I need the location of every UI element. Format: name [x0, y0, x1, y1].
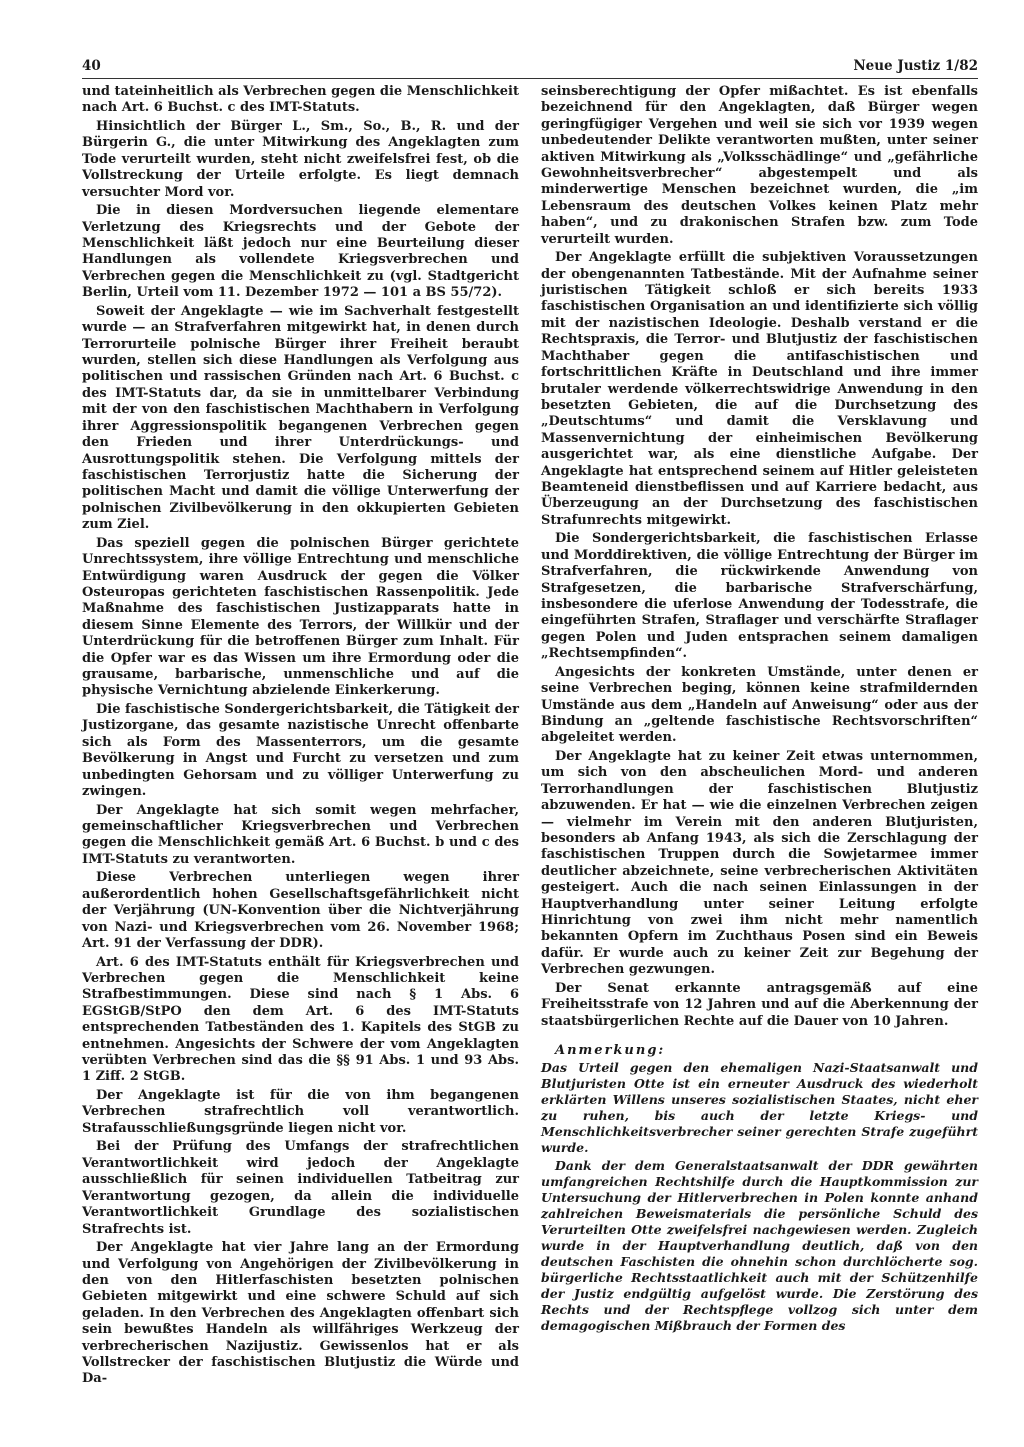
paragraph: seinsberechtigung der Opfer mißachtet. Es ist ebenfalls bezeichnend für den Angeklagten, daß Bürger wegen geringfügiger Vergehen und weil sie sich vor 1939 wegen unbedeutender Delikte verantworten mußten, unter seiner aktiven Mitwirkung als „Volksschädlinge“ und „gefährliche Gewohnheitsverbrecher“ abgestempelt und als minderwertige Menschen bezeichnet wurden, die „im Lebensraum des deutschen Volkes keinen Platz mehr haben“, und zu drakonischen Strafen bzw. zum Tode verurteilt wurden. — [541, 84, 978, 247]
paragraph: Der Senat erkannte antragsgemäß auf eine Freiheitsstrafe von 12 Jahren und auf die Aberkennung der staatsbürgerlichen Rechte auf die Dauer von 10 Jahren. — [541, 980, 978, 1029]
paragraph: Die Sondergerichtsbarkeit, die faschistischen Erlasse und Morddirektiven, die völlige Entrechtung der Bürger im Strafverfahren, die rückwirkende Anwendung von Strafgesetzen, die barbarische Strafverschärfung, insbesondere die uferlose Anwendung der Todesstrafe, die eingeführten Strafen, Straflager und verschärfte Straflager gegen Polen und Juden entsprachen seinem damaligen „Rechtsempfinden“. — [541, 531, 978, 662]
paragraph: Art. 6 des IMT-Statuts enthält für Kriegsverbrechen und Verbrechen gegen die Menschlichkeit keine Strafbestimmungen. Diese sind nach § 1 Abs. 6 EGStGB/StPO den dem Art. 6 des IMT-Statuts entsprechenden Tatbeständen des 1. Kapitels des StGB zu entnehmen. Angesichts der Schwere der vom Angeklagten verübten Verbrechen sind das die §§ 91 Abs. 1 und 93 Abs. 1 Ziff. 2 StGB. — [82, 954, 519, 1085]
paragraph: Soweit der Angeklagte — wie im Sachverhalt festgestellt wurde — an Strafverfahren mitgewirkt hat, in denen durch Terrorurteile polnische Bürger ihrer Freiheit beraubt wurden, stellen sich diese Handlungen als Verfolgung aus politischen und rassischen Gründen nach Art. 6 Buchst. c des IMT-Statuts dar, da sie in unmittelbarer Verbindung mit der von den faschistischen Machthabern in Verfolgung ihrer Aggressionspolitik begangenen Verbrechen gegen den Frieden und ihrer Unterdrückungs- und Ausrottungspolitik stehen. Die Verfolgung mittels der faschistischen Terrorjustiz hatte die Sicherung der politischen Macht und damit die völlige Unterwerfung der polnischen Zivilbevölkerung in den okkupierten Gebieten zum Ziel. — [82, 303, 519, 533]
paragraph: Hinsichtlich der Bürger L., Sm., So., B., R. und der Bürgerin G., die unter Mitwirkung des Angeklagten zum Tode verurteilt wurden, steht nicht zweifelsfrei fest, ob die Vollstreckung der Urteile erfolgte. Es liegt demnach versuchter Mord vor. — [82, 119, 519, 200]
annotation-heading: Anmerkung: — [555, 1043, 666, 1059]
paragraph: Die faschistische Sondergerichtsbarkeit, die Tätigkeit der Justizorgane, das gesamte nazistische Unrecht offenbarte sich als Form des Massenterrors, um die gesamte Bevölkerung in Angst und Furcht zu versetzen und zum unbedingten Gehorsam und zu völliger Unterwerfung zu zwingen. — [82, 701, 519, 799]
annotation-paragraph: Das Urteil gegen den ehemaligen Nazi-Staatsanwalt und Blutjuristen Otte ist ein erneuter Ausdruck des wiederholt erklärten Willens unseres sozialistischen Staates, nicht eher zu ruhen, bis auch der letzte Kriegs- und Menschlichkeitsverbrecher seiner gerechten Strafe zugeführt wurde. — [541, 1059, 978, 1155]
paragraph: Das speziell gegen die polnischen Bürger gerichtete Unrechtssystem, ihre völlige Entrechtung und menschliche Entwürdigung waren Ausdruck der gegen die Völker Osteuropas gerichteten faschistischen Rassenpolitik. Jede Maßnahme des faschistischen Justizapparats hatte in diesem Sinne Elemente des Terrors, der Willkür und der Unterdrückung für die betroffenen Bürger zum Inhalt. Für die Opfer war es das Wissen um ihre Ermordung oder die grausame, barbarische, unmenschliche und auf die physische Vernichtung abzielende Einkerkerung. — [82, 535, 519, 699]
paragraph: Der Angeklagte hat vier Jahre lang an der Ermordung und Verfolgung von Angehörigen der Zivilbevölkerung in den von den Hitlerfaschisten besetzten polnischen Gebieten mitgewirkt und eine schwere Schuld auf sich geladen. In den Verbrechen des Angeklagten offenbart sich sein bewußtes Handeln als willfähriges Werkzeug der verbrecherischen Nazijustiz. Gewissenlos hat er als Vollstrecker der faschistischen Blutjustiz die Würde und Da- — [82, 1240, 519, 1387]
left-column — [82, 84, 519, 1390]
paragraph: und tateinheitlich als Verbrechen gegen die Menschlichkeit nach Art. 6 Buchst. c des IMT-Statuts. — [82, 84, 519, 116]
page-header — [82, 58, 978, 78]
paragraph: Der Angeklagte ist für die von ihm begangenen Verbrechen strafrechtlich voll verantwortlich. Strafausschließungsgründe liegen nicht vor. — [82, 1088, 519, 1136]
paragraph: Der Angeklagte hat zu keiner Zeit etwas unternommen, um sich von den abscheulichen Mord- und anderen Terrorhandlungen der faschistischen Blutjustiz abzuwenden. Er hat — wie die einzelnen Verbrechen zeigen — vielmehr im Verein mit den anderen Blutjuristen, besonders ab Anfang 1943, als sich die Zerschlagung der faschistischen Truppen durch die Sowjetarmee immer deutlicher abzeichnete, seine verbrecherischen Aktivitäten gesteigert. Auch die nach seinen Einlassungen in der Hauptverhandlung unter seiner Leitung erfolgte Hinrichtung von zwei ihm nicht mehr namentlich bekannten Opfern im Zuchthaus Posen sind ein Beweis dafür. Er wurde auch zu keiner Zeit zur Begehung der Verbrechen gezwungen. — [541, 749, 978, 978]
paragraph: Diese Verbrechen unterliegen wegen ihrer außerordentlich hohen Gesellschaftsgefährlichkeit nicht der Verjährung (UN-Konvention über die Nichtverjährung von Nazi- und Kriegsverbrechen vom 26. November 1968; Art. 91 der Verfassung der DDR). — [82, 870, 519, 952]
paragraph: Angesichts der konkreten Umstände, unter denen er seine Verbrechen beging, können keine strafmildernden Umstände aus dem „Handeln auf Anweisung“ oder aus der Bindung an „geltende faschistische Rechtsvorschriften“ abgeleitet werden. — [541, 664, 978, 746]
paragraph: Bei der Prüfung des Umfangs der strafrechtlichen Verantwortlichkeit wird jedoch der Angeklagte ausschließlich für seinen individuellen Tatbeitrag zur Verantwortung gezogen, da allein die individuelle Verantwortlichkeit Grundlage des sozialistischen Strafrechts ist. — [82, 1139, 519, 1237]
paragraph: Der Angeklagte hat sich somit wegen mehrfacher, gemeinschaftlicher Kriegsverbrechen und Verbrechen gegen die Menschlichkeit gemäß Art. 6 Buchst. b und c des IMT-Statuts zu verantworten. — [82, 802, 519, 867]
page-number: 40 — [82, 58, 101, 74]
header-rule — [82, 78, 978, 79]
annotation-paragraph: Dank der dem Generalstaatsanwalt der DDR gewährten umfangreichen Rechtshilfe durch die Hauptkommission zur Untersuchung der Hitlerverbrechen in Polen konnte anhand zahlreichen Beweismaterials die persönliche Schuld des Verurteilten Otte zweifelsfrei nachgewiesen werden. Zugleich wurde in der Hauptverhandlung deutlich, daß von den deutschen Faschisten die ohnehin schon durchlöcherte sog. bürgerliche Rechtsstaatlichkeit auch mit der Schützenhilfe der Justiz endgültig aufgelöst wurde. Die Zerstörung des Rechts und der Rechtspflege vollzog sich unter dem demagogischen Mißbrauch der Formen des — [541, 1157, 978, 1333]
paragraph: Der Angeklagte erfüllt die subjektiven Voraussetzungen der obengenannten Tatbestände. Mit der Aufnahme seiner juristischen Tätigkeit schloß er sich bereits 1933 faschistischen Organisation an und identifizierte sich völlig mit der nazistischen Ideologie. Deshalb verstand er die Rechtspraxis, die Terror- und Blutjustiz der faschistischen Machthaber gegen die antifaschistischen und fortschrittlichen Kräfte in Deutschland und ihre immer brutaler werdende völkerrechtswidrige Anwendung in den besetzten Gebieten, die auf die Durchsetzung des „Deutschtums“ und damit die Versklavung und Massenvernichtung der einheimischen Bevölkerung ausgerichtet war, als eine dienstliche Aufgabe. Der Angeklagte hat entsprechend seinem auf Hitler geleisteten Beamteneid dienstbeflissen und auf Karriere bedacht, aus Überzeugung an der Durchsetzung des faschistischen Strafunrechts mitgewirkt. — [541, 250, 978, 528]
journal-issue: Neue Justiz 1/82 — [853, 58, 978, 74]
paragraph: Die in diesen Mordversuchen liegende elementare Verletzung des Kriegsrechts und der Gebote der Menschlichkeit läßt jedoch nur eine Beurteilung dieser Handlungen als vollendete Kriegsverbrechen und Verbrechen gegen die Menschlichkeit zu (vgl. Stadtgericht Berlin, Urteil vom 11. Dezember 1972 — 101 a BS 55/72). — [82, 203, 519, 301]
right-column — [541, 84, 978, 1336]
